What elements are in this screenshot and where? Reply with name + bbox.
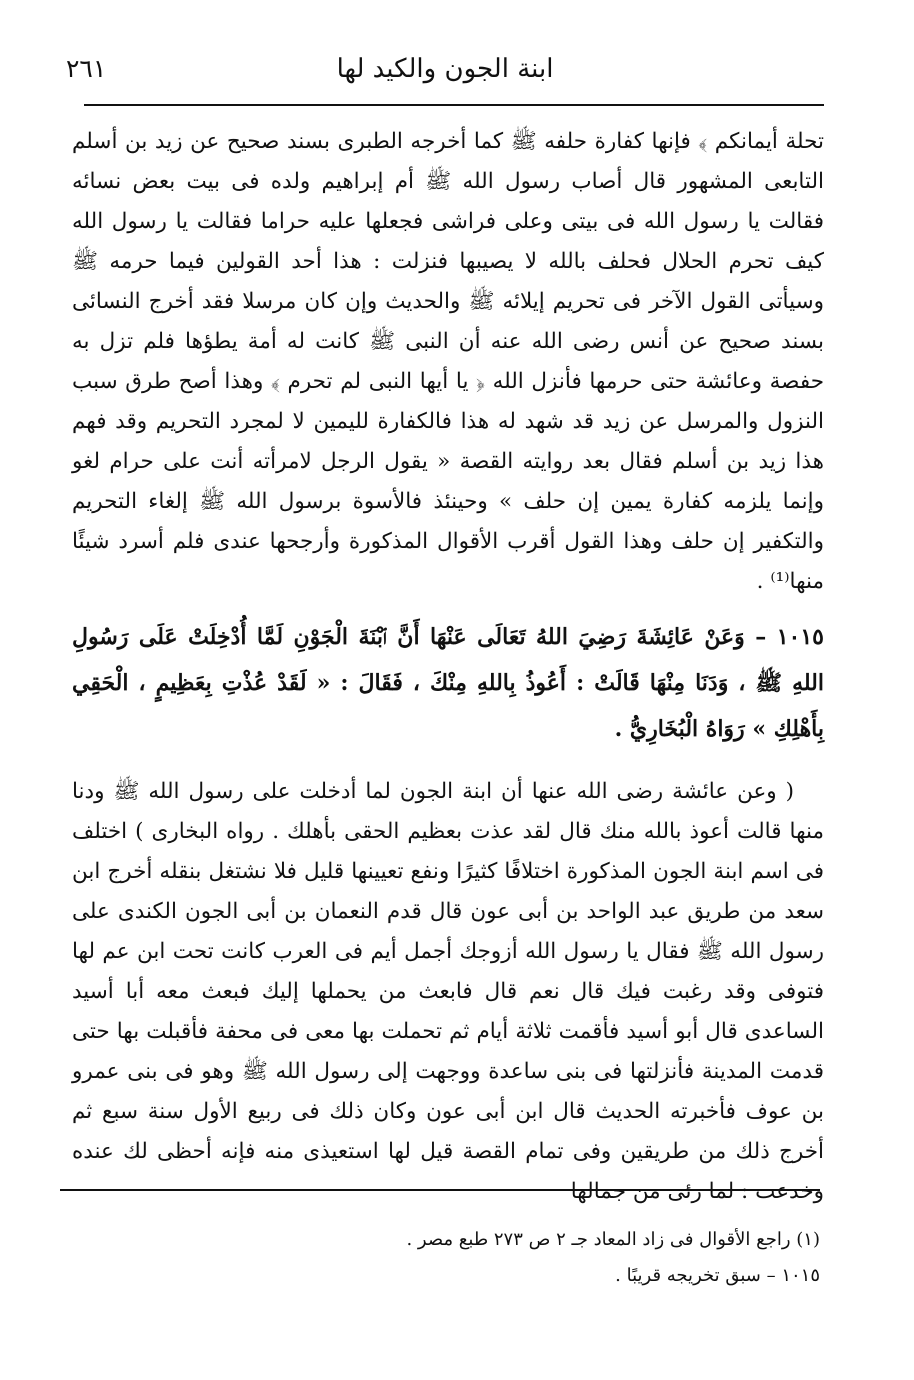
footnote-2: ١٠١٥ – سبق تخريجه قريبًا . <box>615 1265 820 1286</box>
page-header <box>60 52 830 92</box>
footnote-1: (١) راجع الأقوال فى زاد المعاد جـ ٢ ص ٢٧٣ طبع مصر . <box>406 1229 820 1250</box>
footnotes <box>200 1222 820 1294</box>
intro-paragraph: تحلة أيمانكم ﴾ فإنها كفارة حلفه ﷺ كما أخرجه الطبرى بسند صحيح عن زيد بن أسلم التابعى المشهور قال أصاب رسول الله ﷺ أم إبراهيم ولده فى بيت بعض نسائه فقالت يا رسول الله فى بيتى وعلى فراشى فجعلها عليه حراما فقالت يا رسول الله كيف تحرم الحلال فحلف بالله لا يصيبها فنزلت : هذا أحد القولين فيما حرمه ﷺ وسيأتى القول الآخر فى تحريم إيلائه ﷺ والحديث وإن كان مرسلا فقد أخرج النسائى بسند صحيح عن أنس رضى الله عنه أن النبى ﷺ كانت له أمة يطؤها فلم تزل به حفصة وعائشة حتى حرمها فأنزل الله ﴿ يا أيها النبى لم تحرم ﴾ وهذا أصح طرق سبب النزول والمرسل عن زيد قد شهد له هذا فالكفارة لليمين لا لمجرد التحريم وقد فهم هذا زيد بن أسلم فقال بعد روايته القصة « يقول الرجل لامرأته أنت على حرام لغو وإنما يلزمه كفارة يمين إن حلف » وحينئذ فالأسوة برسول الله ﷺ إلغاء التحريم والتكفير إن حلف وهذا القول أقرب الأقوال المذكورة وأرجحها عندى فلم أسرد شيئًا منها⁽¹⁾ . <box>72 129 824 594</box>
hadith-paragraph: ١٠١٥ – وَعَنْ عَائِشَةَ رَضِيَ اللهُ تَعَالَى عَنْهَا أَنَّ ٱبْنَةَ الْجَوْنِ لَمَّا أُدْخِلَتْ عَلَى رَسُولِ اللهِ ﷺ ، وَدَنَا مِنْهَا قَالَتْ : أَعُوذُ بِاللهِ مِنْكَ ، فَقَالَ : « لَقَدْ عُذْتِ بِعَظِيمٍ ، الْحَقِي بِأَهْلِكِ » رَوَاهُ الْبُخَارِيُّ . <box>72 624 824 742</box>
running-title: ابنة الجون والكيد لها <box>336 54 554 84</box>
commentary-paragraph: ( وعن عائشة رضى الله عنها أن ابنة الجون لما أدخلت على رسول الله ﷺ ودنا منها قالت أعوذ بالله منك قال لقد عذت بعظيم الحقى بأهلك . رواه البخارى ) اختلف فى اسم ابنة الجون المذكورة اختلافًا كثيرًا ونفع تعيينها قليل فلا نشتغل بنقله أخرج ابن سعد من طريق عبد الواحد بن أبى عون قال قدم النعمان بن أبى الجون الكندى على رسول الله ﷺ فقال يا رسول الله أزوجك أجمل أيم فى العرب كانت تحت ابن عم لها فتوفى وقد رغبت فيك قال نعم قال فابعث من يحملها إليك فبعث معه أبا أسيد الساعدى قال أبو أسيد فأقمت ثلاثة أيام ثم تحملت بها معى فى محفة فأقبلت بها حتى قدمت المدينة فأنزلتها فى بنى ساعدة ووجهت إلى رسول الله ﷺ وهو فى بنى عمرو بن عوف فأخبرته الحديث قال ابن أبى عون وكان ذلك فى ربيع الأول سنة سبع ثم أخرج ذلك من طريقين وفى تمام القصة قيل لها استعيذى منه فإنه أحظى لك عنده وخدعت : لما رئى من جمالها <box>72 779 824 1204</box>
page-number: ٢٦١ <box>66 54 107 83</box>
header-divider <box>84 104 824 106</box>
main-text <box>72 122 824 1212</box>
footnote-divider <box>60 1189 820 1191</box>
